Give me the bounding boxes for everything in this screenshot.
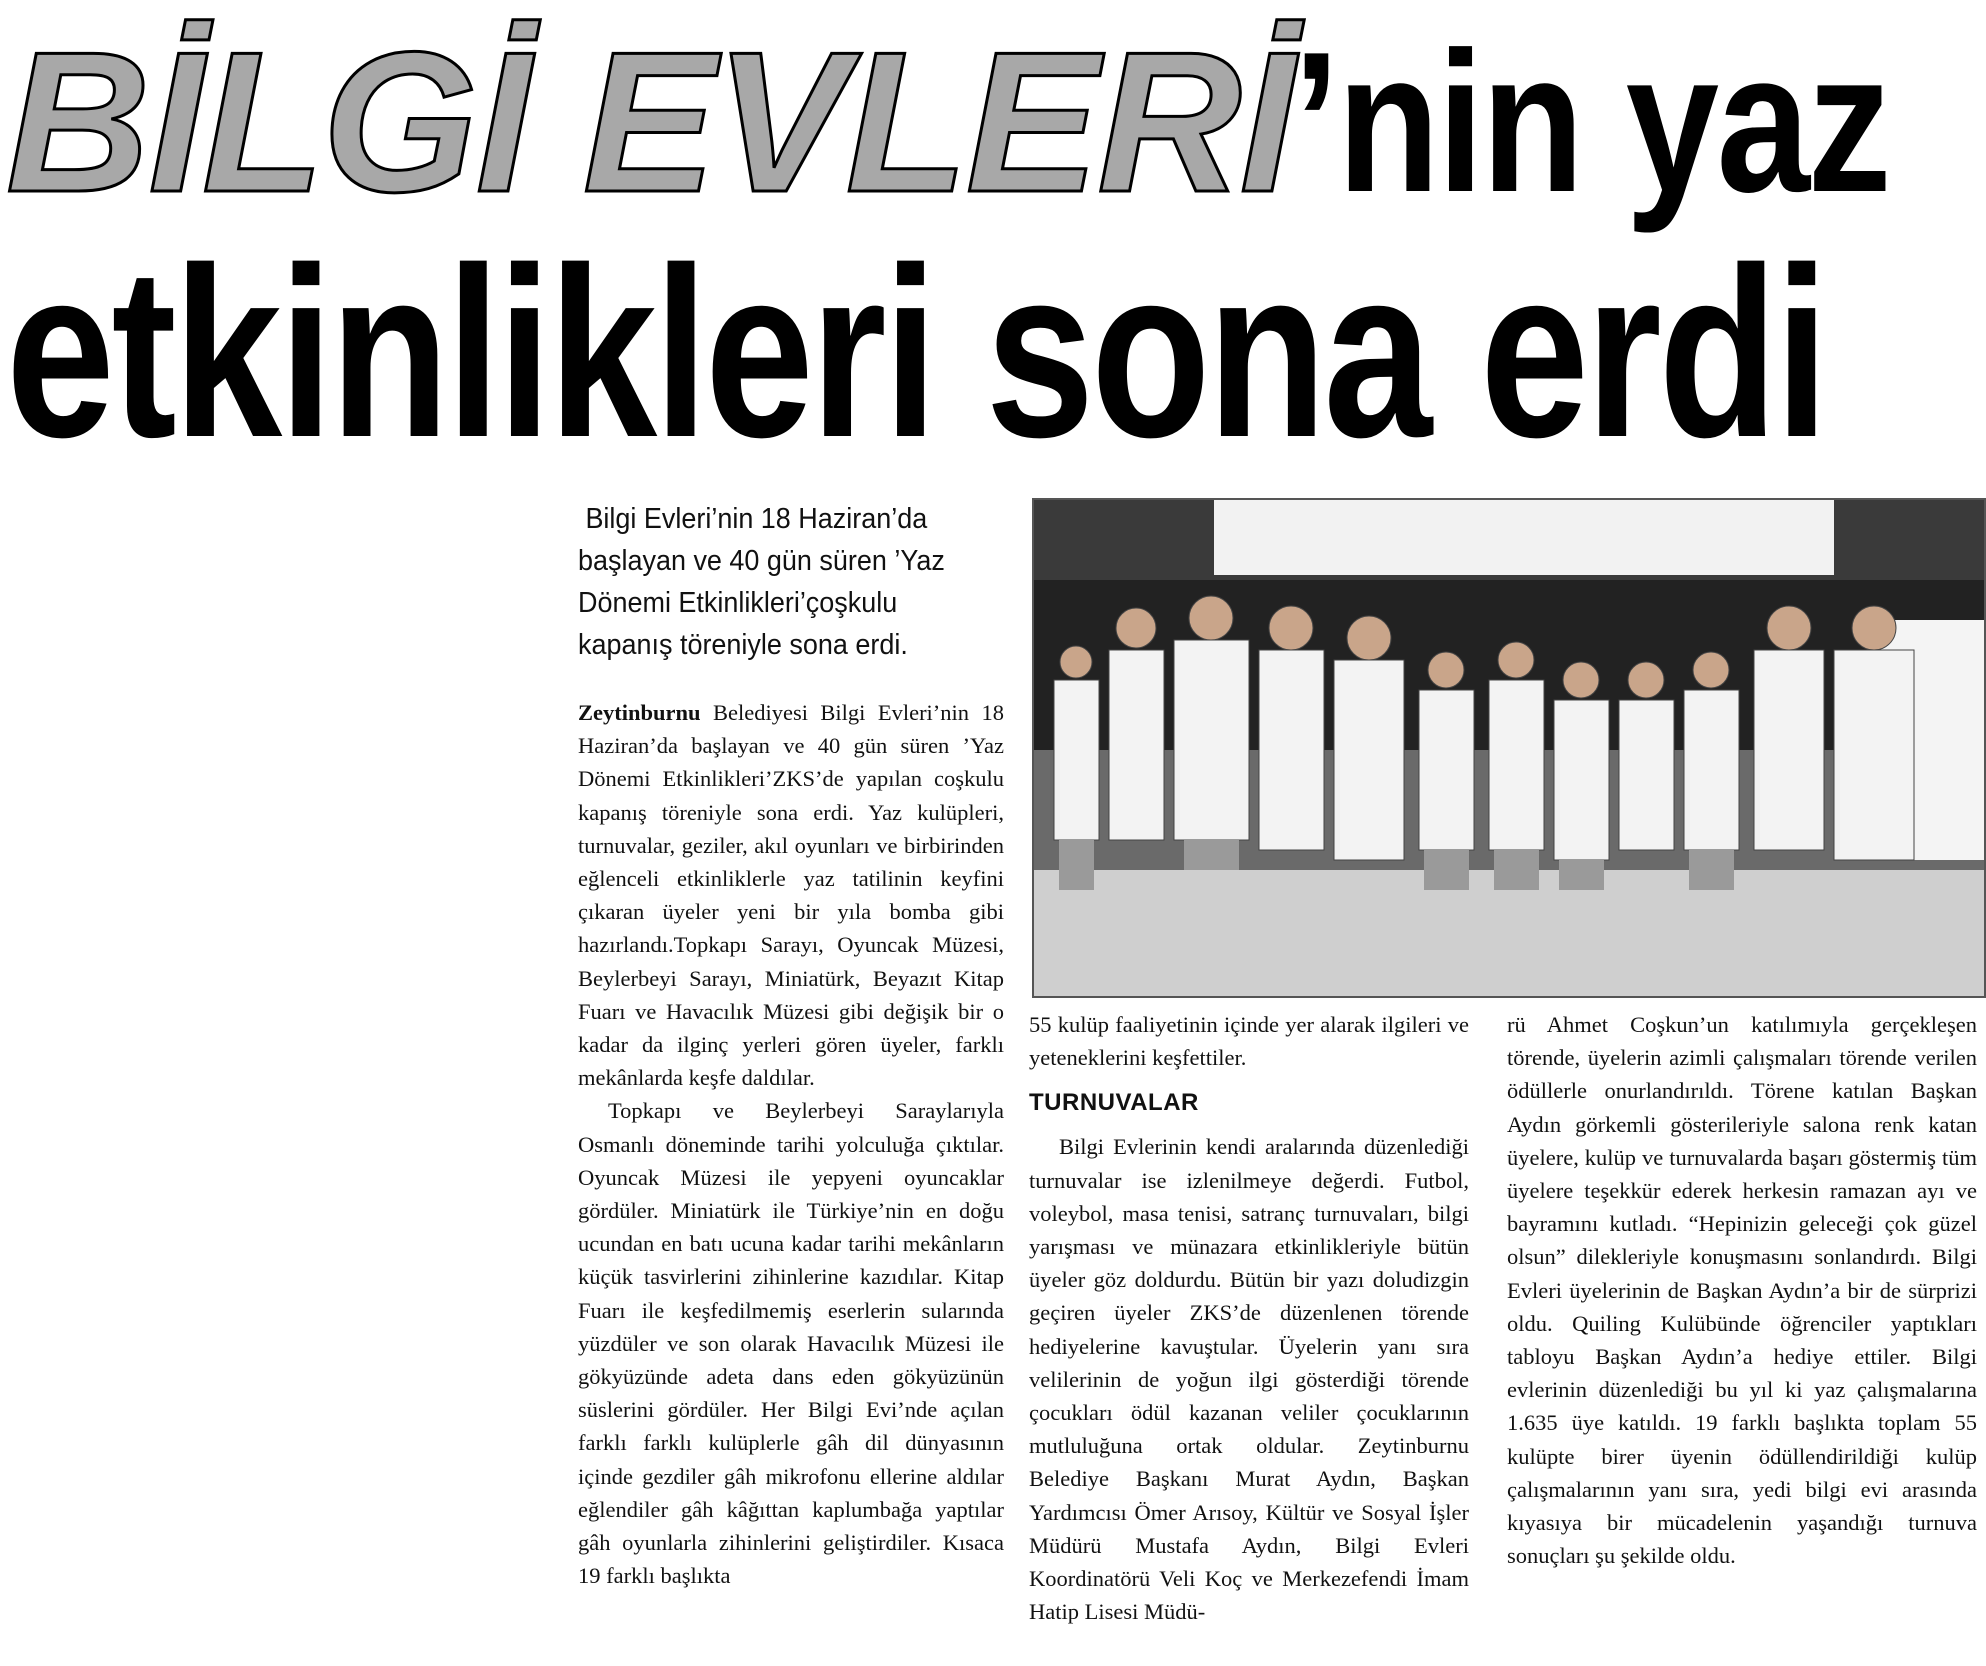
column-1-paragraph-1 [578,696,1004,1094]
column-2-paragraph-1: 55 kulüp faaliyetinin içinde yer alarak ilgileri ve yeteneklerini keşfettiler. [1029,1012,1469,1071]
headline-line-2: etkinlikleri sona erdi [6,218,1826,488]
lead-word: Zeytinburnu [578,700,701,725]
lead-text: Bilgi Evleri’nin 18 Haziran’da başlayan ve 40 gün süren ’Yaz Dönemi Etkinlikleri’çoşkulu kapanış töreniyle sona erdi. [578,503,945,661]
ceremony-photo [1032,498,1986,998]
column-1-paragraph-1-text: Belediyesi Bilgi Evleri’nin 18 Haziran’da başlayan ve 40 gün süren ’Yaz Dönemi Etkinlikleri’ZKS’de yapılan coşkulu kapanış töreniyle sona erdi. Yaz kulüpleri, turnuvalar, geziler, akıl oyunları ve birbirinden eğlenceli etkinliklerle yaz tatilinin keyfini çıkaran üyeler yeni bir yıla bomba gibi hazırlandı.Topkapı Sarayı, Oyuncak Müzesi, Beylerbeyi Sarayı, Miniatürk, Beyazıt Kitap Fuarı ve Havacılık Müzesi gibi değişik bir o kadar da ilginç yerleri gören üyeler, farklı mekânlarda keşfe daldılar. [578,700,1004,1091]
article-column-1 [578,696,1004,1592]
article-column-3 [1507,1008,1977,1572]
headline-line-1 [6,8,1986,238]
photo-illustration [1034,500,1984,996]
article-column-2 [1029,1008,1469,1628]
column-3-paragraph-1: rü Ahmet Coşkun’un katılımıyla gerçekleşen törende, üyelerin azimli çalışmaları törende verilen ödüllerle onurlandırıldı. Törene katılan Başkan Aydın görkemli gösterileriyle salona renk katan üyelere, kulüp ve turnuvalarda başarı göstermiş tüm üyelere teşekkür ederek herkesin ramazan ayı ve bayramını kutladı. “Hepinizin geleceği çok güzel olsun” dilekleriyle konuşmasını sonlandırdı. Bilgi Evleri üyelerinin de Başkan Aydın’a bir de sürprizi oldu. Quiling Kulübünde öğrenciler yaptıkları tabloyu Başkan Aydın’a hediye ettiler. Bilgi evlerinin düzenlediği bu yıl ki yaz çalışmalarına 1.635 üye katıldı. 19 farklı başlıkta toplam 55 kulüpte birer üyenin ödüllendirildiği kulüp çalışmalarının yanı sıra, yedi bilgi evi arasında kıyasıya bir mücadelenin yaşandığı turnuva sonuçları şu şekilde oldu. [1507,1012,1977,1569]
column-1-paragraph-2: Topkapı ve Beylerbeyi Saraylarıyla Osmanlı döneminde tarihi yolculuğa çıktılar. Oyuncak Müzesi ile yepyeni oyuncaklar gördüler. Miniatürk ile Türkiye’nin en doğu ucundan en batı ucuna kadar tarihi mekânların küçük tasvirlerini zihinlerine kazıdılar. Kitap Fuarı ile keşfedilmemiş eserlerin sularında yüzdüler ve son olarak Havacılık Müzesi ile gökyüzünde adeta dans eden gökyüzünün süslerini gördüler. Her Bilgi Evi’nde açılan farklı farklı kulüplerle gâh dil dünyasının içinde gezdiler gâh mikrofonu ellerine aldılar eğlendiler gâh kâğıttan kaplumbağa yaptılar gâh oyunlarla zihinlerini geliştirdiler. Kısaca 19 farklı başlıkta [578,1098,1004,1589]
lead-paragraph [578,498,987,666]
headline [6,0,1982,488]
section-subhead: TURNUVALAR [1029,1089,1199,1117]
column-2-paragraph-2: Bilgi Evlerinin kendi aralarında düzenlediği turnuvalar ise izlenilmeye değerdi. Futbol, voleybol, masa tenisi, satranç turnuvaları, bilgi yarışması ve münazara etkinlikleriyle bütün üyeler göz doldurdu. Bütün bir yazı doludizgin geçiren üyeler ZKS’de düzenlenen törende hediyelerine kavuştular. Üyelerin yanı sıra velilerinin de yoğun ilgi gösterdiği törende çocukları ödül kazanan veliler çocuklarının mutluluğuna ortak oldular. Zeytinburnu Belediye Başkanı Murat Aydın, Başkan Yardımcısı Ömer Arısoy, Kültür ve Sosyal İşler Müdürü Mustafa Aydın, Bilgi Evleri Koordinatörü Veli Koç ve Merkezefendi İmam Hatip Lisesi Müdü- [1029,1134,1469,1625]
headline-line-1-rest: ’nin yaz [1293,11,1890,234]
headline-brand: BİLGİ EVLERİ [6,11,1294,234]
